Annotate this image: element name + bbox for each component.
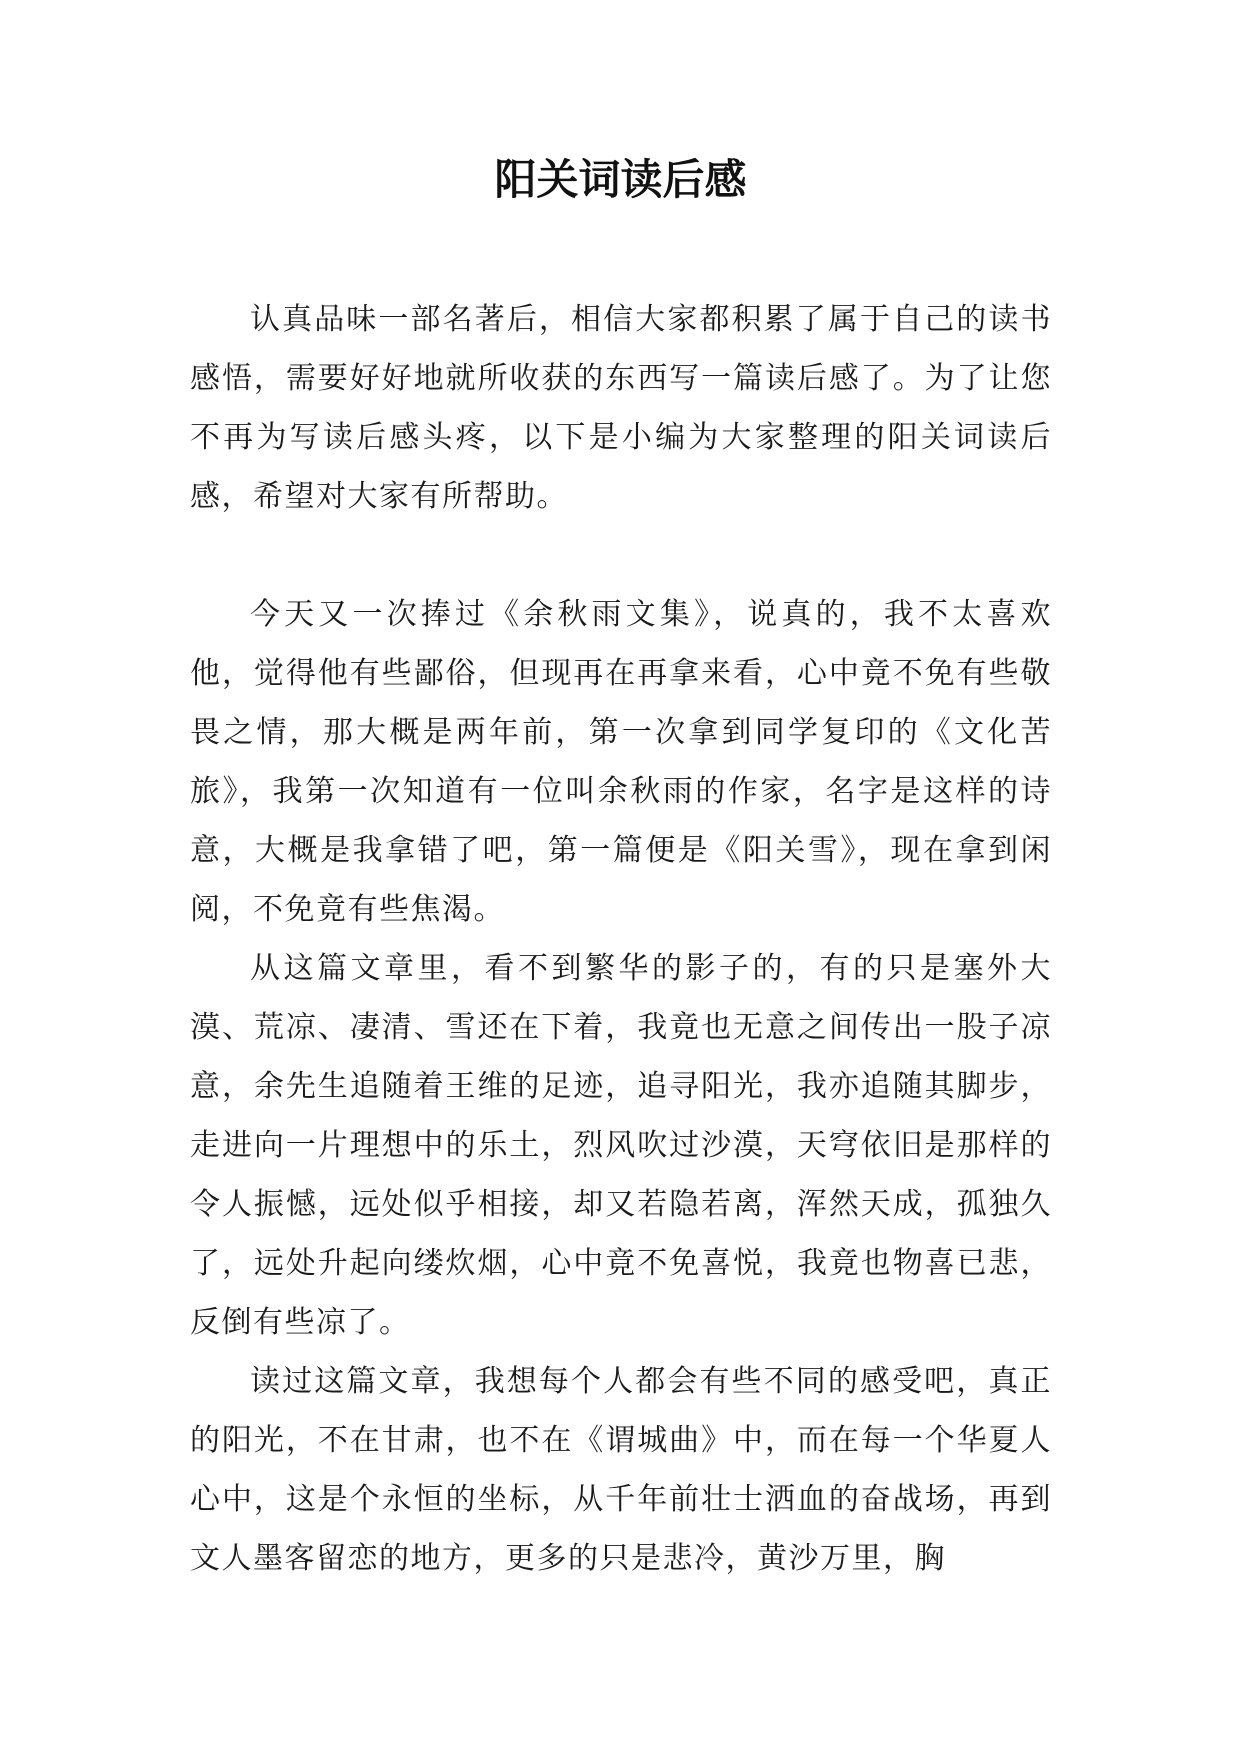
document-body: [190, 290, 1052, 1588]
intro-paragraph: 认真品味一部名著后，相信大家都积累了属于自己的读书感悟，需要好好地就所收获的东西写一篇读后感了。为了让您不再为写读后感头疼，以下是小编为大家整理的阳关词读后感，希望对大家有所帮助。: [190, 302, 1052, 514]
document-title: 阳关词读后感: [494, 155, 747, 204]
body-paragraph-3: 读过这篇文章，我想每个人都会有些不同的感受吧，真正的阳光，不在甘肃，也不在《谓城曲》中，而在每一个华夏人心中，这是个永恒的坐标，从千年前壮士洒血的奋战场，再到文人墨客留恋的地方，更多的只是悲冷，黄沙万里，胸: [190, 1364, 1052, 1576]
body-paragraph-2: 从这篇文章里，看不到繁华的影子的，有的只是塞外大漠、荒凉、凄清、雪还在下着，我竟也无意之间传出一股子凉意，余先生追随着王维的足迹，追寻阳光，我亦追随其脚步，走进向一片理想中的乐土，烈风吹过沙漠，天穹依旧是那样的令人振憾，远处似乎相接，却又若隐若离，浑然天成，孤独久了，远处升起向缕炊烟，心中竟不免喜悦，我竟也物喜已悲，反倒有些凉了。: [190, 951, 1052, 1340]
body-paragraph-1: 今天又一次捧过《余秋雨文集》，说真的，我不太喜欢他，觉得他有些鄙俗，但现再在再拿来看，心中竟不免有些敬畏之情，那大概是两年前，第一次拿到同学复印的《文化苦旅》，我第一次知道有一位叫余秋雨的作家，名字是这样的诗意，大概是我拿错了吧，第一篇便是《阳关雪》，现在拿到闲阅，不免竟有些焦渴。: [190, 597, 1052, 927]
paragraph-gap: [190, 526, 1052, 585]
